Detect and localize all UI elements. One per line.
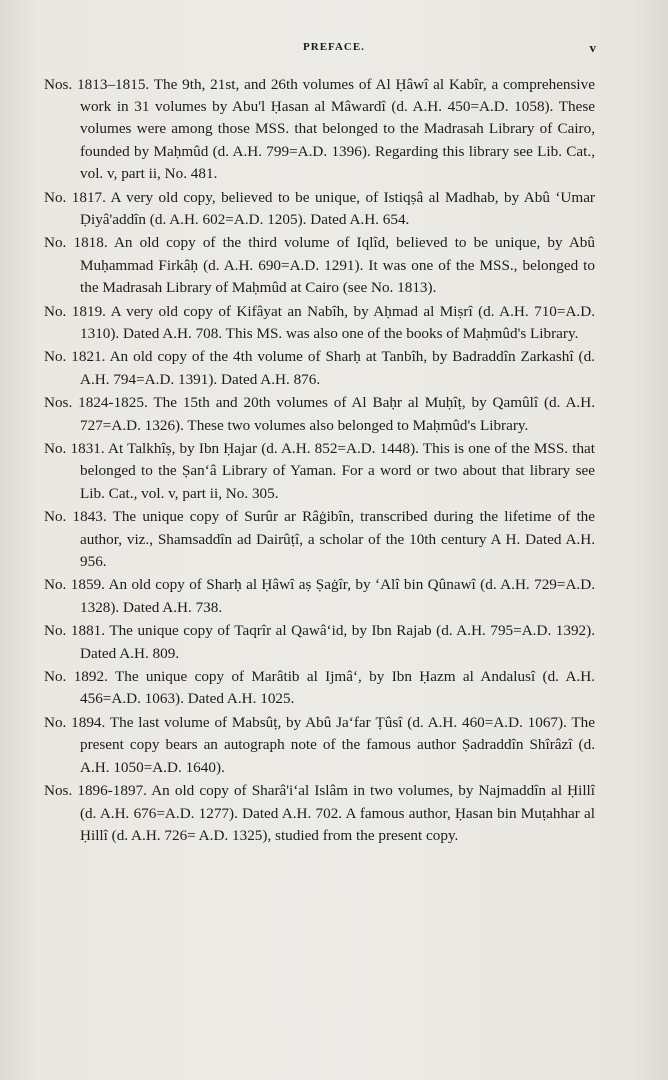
- entry-number: Nos. 1896-1897.: [44, 782, 147, 800]
- entry-number: No. 1819.: [44, 302, 106, 320]
- entry-text: An old copy of the 4th volume of Sharḥ at Tanbîh, by Badraddîn Zarkashî (d. A.H. 794=A.D. 1391). Dated A.H. 876.: [80, 348, 596, 388]
- entry-text: At Talkhîṣ, by Ibn Ḥajar (d. A.H. 852=A.D. 1448). This is one of the MSS. that belonged to the Ṣan‘â Library of Yaman. For a word or two about that library see Lib. Cat., vol. v, part ii, No. 305.: [80, 440, 595, 502]
- entry-1894: [44, 712, 595, 779]
- entry-1831: [44, 438, 595, 505]
- entry-1817: [44, 187, 595, 231]
- entry-text: The last volume of Mabsûṭ, by Abû Ja‘far Ṭûsî (d. A.H. 460=A.D. 1067). The present copy bears an autograph note of the famous author Ṣadraddîn Shîrâzî (d. A.H. 1050=A.D. 1640).: [80, 714, 596, 776]
- entry-text: An old copy of the third volume of Iqlîd, believed to be unique, by Abû Muḥammad Firkâḥ (d. A.H. 690=A.D. 1291). It was one of the MSS., belonged to the Madrasah Library of Maḥmûd at Cairo (see No. 1813).: [80, 234, 595, 296]
- entry-text: An old copy of Sharâ'i‘al Islâm in two volumes, by Najmaddîn al Ḥillî (d. A.H. 676=A.D. 1277). Dated A.H. 702. A famous author, Ḥasan bin Muṭahhar al Ḥillî (d. A.H. 726= A.D. 1325), studied from the present copy.: [80, 782, 595, 844]
- entry-number: No. 1881.: [44, 622, 106, 640]
- entry-text: The unique copy of Surûr ar Râġibîn, transcribed during the lifetime of the author, viz., Shamsaddîn ad Dairûṭî, a scholar of the 10th century A H. Dated A.H. 956.: [80, 508, 595, 570]
- entry-text: The 15th and 20th volumes of Al Baḥr al Muḥîṭ, by Qamûlî (d. A.H. 727=A.D. 1326). These two volumes also belonged to Maḥmûd's Library.: [80, 394, 595, 434]
- entry-number: No. 1843.: [44, 508, 107, 526]
- entry-text: The unique copy of Marâtib al Ijmâ‘, by Ibn Ḥazm al Andalusî (d. A.H. 456=A.D. 1063). Dated A.H. 1025.: [80, 668, 596, 708]
- entry-1813-1815: [44, 74, 595, 185]
- entry-number: No. 1821.: [44, 348, 106, 366]
- running-head: PREFACE.: [303, 41, 365, 53]
- entry-text: An old copy of Sharḥ al Ḥâwî aṣ Ṣaġîr, by ‘Alî bin Qûnawî (d. A.H. 729=A.D. 1328). Dated A.H. 738.: [80, 576, 595, 616]
- entry-number: No. 1894.: [44, 714, 106, 732]
- entry-1892: [44, 666, 595, 710]
- entry-number: No. 1892.: [44, 668, 108, 686]
- manuscript-entries: [44, 74, 595, 848]
- page-header: [0, 38, 668, 58]
- entry-number: No. 1817.: [44, 188, 106, 206]
- entry-1821: [44, 346, 595, 390]
- entry-1881: [44, 620, 595, 664]
- entry-text: A very old copy of Kifâyat an Nabîh, by Aḥmad al Miṣrî (d. A.H. 710=A.D. 1310). Dated A.H. 708. This MS. was also one of the books of Maḥmûd's Library.: [80, 302, 595, 342]
- entry-number: No. 1818.: [44, 234, 108, 252]
- entry-1896-1897: [44, 780, 595, 847]
- entry-number: Nos. 1824-1825.: [44, 394, 148, 412]
- entry-1819: [44, 301, 595, 345]
- entry-text: A very old copy, believed to be unique, of Istiqṣâ al Madhab, by Abû ‘Umar Ḍiyâ'addîn (d. A.H. 602=A.D. 1205). Dated A.H. 654.: [80, 188, 595, 228]
- entry-text: The unique copy of Taqrîr al Qawâ‘id, by Ibn Rajab (d. A.H. 795=A.D. 1392). Dated A.H. 809.: [80, 622, 595, 662]
- page-number: v: [589, 40, 596, 55]
- entry-1859: [44, 574, 595, 618]
- entry-1843: [44, 506, 595, 573]
- entry-number: Nos. 1813–1815.: [44, 76, 150, 93]
- entry-1818: [44, 232, 595, 299]
- entry-number: No. 1831.: [44, 440, 105, 458]
- entry-number: No. 1859.: [44, 576, 105, 594]
- entry-text: The 9th, 21st, and 26th volumes of Al Ḥâwî al Kabîr, a comprehensive work in 31 volumes by Abu'l Ḥasan al Mâwardî (d. A.H. 450=A.D. 1058). These volumes were among those MSS. that belonged to the Madrasah Library of Cairo, founded by Maḥmûd (d. A.H. 799=A.D. 1396). Regarding this library see Lib. Cat., vol. v, part ii, No. 481.: [80, 76, 595, 182]
- entry-1824-1825: [44, 392, 595, 436]
